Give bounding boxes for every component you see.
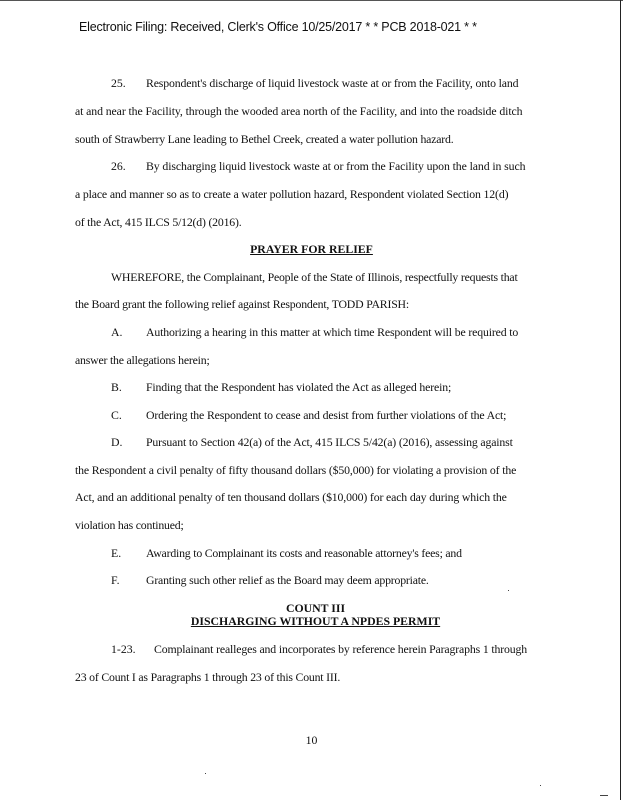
item-line: answer the allegations herein;: [75, 353, 210, 367]
item-line: Pursuant to Section 42(a) of the Act, 415 ILCS 5/42(a) (2016), assessing against: [146, 435, 513, 449]
count-heading: COUNT III: [285, 601, 346, 615]
item-line: Ordering the Respondent to cease and desist from further violations of the Act;: [146, 408, 507, 422]
paragraph-line: a place and manner so as to create a water pollution hazard, Respondent violated Section 12(d): [75, 187, 509, 201]
item-letter: F.: [111, 573, 120, 587]
paragraph-line: at and near the Facility, through the wooded area north of the Facility, and into the roadside ditch: [75, 104, 523, 118]
item-letter: A.: [111, 325, 123, 339]
paragraph-line: WHEREFORE, the Complainant, People of the State of Illinois, respectfully requests that: [111, 270, 518, 284]
item-line: Awarding to Complainant its costs and reasonable attorney's fees; and: [146, 546, 462, 560]
item-letter: E.: [111, 546, 122, 560]
item-line: the Respondent a civil penalty of fifty thousand dollars ($50,000) for violating a provision of the: [75, 463, 517, 477]
count-subheading: DISCHARGING WITHOUT A NPDES PERMIT: [190, 614, 441, 628]
paragraph-line: south of Strawberry Lane leading to Bethel Creek, created a water pollution hazard.: [75, 132, 454, 146]
paragraph-line: By discharging liquid livestock waste at or from the Facility upon the land in such: [146, 159, 526, 173]
page-number: 10: [305, 733, 318, 747]
prayer-for-relief-heading: PRAYER FOR RELIEF: [250, 242, 373, 256]
filing-header: Electronic Filing: Received, Clerk's Office 10/25/2017 * * PCB 2018-021 * *: [79, 20, 477, 34]
paragraph-line: of the Act, 415 ILCS 5/12(d) (2016).: [75, 215, 242, 229]
paragraph-number: 26.: [111, 159, 126, 173]
paragraph-line: 23 of Count I as Paragraphs 1 through 23 of this Count III.: [75, 670, 341, 684]
item-letter: C.: [111, 408, 122, 422]
paragraph-line: Complainant realleges and incorporates by reference herein Paragraphs 1 through: [154, 642, 528, 656]
paragraph-number: 1-23.: [111, 642, 136, 656]
paragraph-number: 25.: [111, 76, 126, 90]
item-letter: D.: [111, 435, 123, 449]
page-border-top: [0, 0, 623, 1]
item-letter: B.: [111, 380, 122, 394]
page-border-right: [620, 0, 621, 800]
scan-speck: [600, 795, 608, 796]
scan-speck: [205, 773, 206, 774]
item-line: Act, and an additional penalty of ten thousand dollars ($10,000) for each day during which the: [75, 490, 507, 504]
paragraph-line: the Board grant the following relief against Respondent, TODD PARISH:: [75, 297, 409, 311]
scan-speck: [540, 785, 541, 786]
item-line: Authorizing a hearing in this matter at which time Respondent will be required to: [146, 325, 519, 339]
item-line: Finding that the Respondent has violated the Act as alleged herein;: [146, 380, 452, 394]
item-line: Granting such other relief as the Board may deem appropriate.: [146, 573, 429, 587]
paragraph-line: Respondent's discharge of liquid livestock waste at or from the Facility, onto land: [146, 76, 519, 90]
scan-speck: [508, 590, 509, 591]
item-line: violation has continued;: [75, 518, 184, 532]
